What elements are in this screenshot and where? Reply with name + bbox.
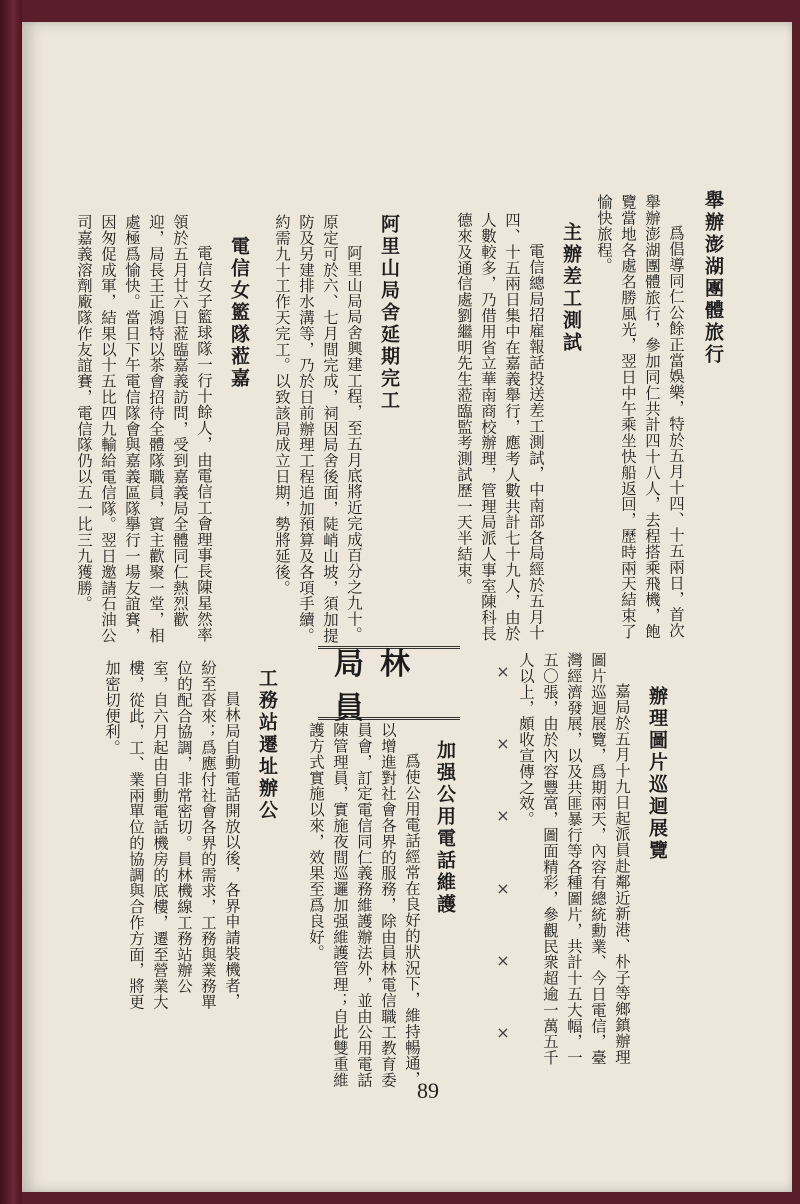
headline-phone-maintenance: 加强公用電話維護 xyxy=(434,740,456,916)
section-masthead-box xyxy=(318,646,460,726)
separator-mark: × xyxy=(496,1022,510,1042)
article-basketball-body: 電信女子籃球隊一行十餘人，由電信工會理事長陳星然率領於五月廿六日蒞臨嘉義訪問，受到嘉義局全體同仁熱烈歡迎，局長王正鴻特以茶會招待全體隊職員，賓主歡聚一堂，相處極爲愉快。當日下午電信隊會與嘉義區隊擧行一場友誼賽，因匆促成軍，結果以十五比四九輸給電信隊。翌日邀請石油公司嘉義溶劑廠隊作友誼賽，電信隊仍以五一比三九獲勝。 xyxy=(75,214,213,644)
separator-mark: × xyxy=(496,662,510,681)
article-penghu-trip-body: 爲倡導同仁公餘正當娛樂，特於五月十四、十五兩日，首次舉辦澎湖團體旅行，參加同仁共計四十八人，去程搭乘飛機，飽覽當地各處名勝風光，翌日中午乘坐快船返回，歷時兩天結束了愉快旅程。 xyxy=(595,194,685,640)
headline-penghu-trip: 舉辦澎湖團體旅行 xyxy=(702,190,724,366)
book-page xyxy=(22,22,792,1192)
article-penghu-trip xyxy=(595,194,688,646)
headline-alishan: 阿里山局舍延期完工 xyxy=(378,214,400,412)
headline-exam: 主辦差工測試 xyxy=(560,222,582,354)
page-number: 89 xyxy=(417,1078,439,1103)
book-binding xyxy=(0,0,22,1204)
article-alishan xyxy=(256,214,366,644)
article-phone-maintenance-body: 爲使公用電話經常在良好的狀況下，維持暢通，以增進對社會各界的服務，除由員林電信職工教育委員會，訂定電信同仁義務維護辦法外，並由公用電話陳管理員，實施夜間巡邏加强維護管理；自此雙重維護方式實施以來，效果至爲良好。 xyxy=(307,722,421,1088)
separator-mark: × xyxy=(496,734,510,754)
article-basketball-part1 xyxy=(75,214,216,646)
article-exam-body: 電信總局招雇報話投送差工測試，中南部各局經於五月十四、十五兩日集中在嘉義舉行，應考人數共計七十九人，由於人數較多，乃借用省立華南商校辦理，管理局派人事室陳科長德來及通信處劉繼明先生蒞臨監考測試歷一天半結束。 xyxy=(455,212,545,642)
headline-basketball: 電信女籃隊蒞嘉 xyxy=(228,236,250,390)
article-relocation-body: 員林局自動電話開放以後，各界申請裝機者，紛至沓來；爲應付社會各界的需求，工務與業務單位的配合協調，非常密切。員林機線工務站辦公室，自六月起由自動電話機房的底樓，遷至營業大樓，從此，工、業兩單位的協調與合作方面，將更加密切便利。 xyxy=(103,660,241,1010)
separator-mark: × xyxy=(496,950,510,970)
separator-marks xyxy=(488,662,518,1042)
article-exhibition xyxy=(506,652,634,1072)
separator-mark: × xyxy=(496,806,510,826)
headline-relocation: 工務站遷址辦公 xyxy=(256,668,278,822)
separator-mark: × xyxy=(496,878,510,898)
article-relocation xyxy=(103,660,244,1020)
article-exhibition-body: 嘉局於五月十九日起派員赴鄰近新港、朴子等鄉鎮辦理圖片巡迴展覽，爲期兩天，內容有總統勳業、今日電信，臺灣經濟發展，以及共匪暴行等各種圖片，共計十五大幅，一五〇張，由於內容豐富，圖面精彩，參觀民衆超逾一萬五千人以上，頗收宣傳之效。 xyxy=(517,652,631,1066)
article-alishan-body: 阿里山局局舍興建工程，至五月底將近完成百分之九十。原定可於六、七月間完成，祠因局舍後面，陡峭山坡，須加提防及另建排水溝等，乃於日前辦理工程追加預算及各項手續。約需九十工作天完工。以致該局成立日期，勢將延後。 xyxy=(273,214,363,644)
article-exam xyxy=(404,212,548,642)
headline-exhibition: 辦理圖片巡迴展覽 xyxy=(646,686,668,862)
section-masthead: 局林員 xyxy=(334,647,426,726)
article-phone-maintenance xyxy=(284,722,424,1090)
